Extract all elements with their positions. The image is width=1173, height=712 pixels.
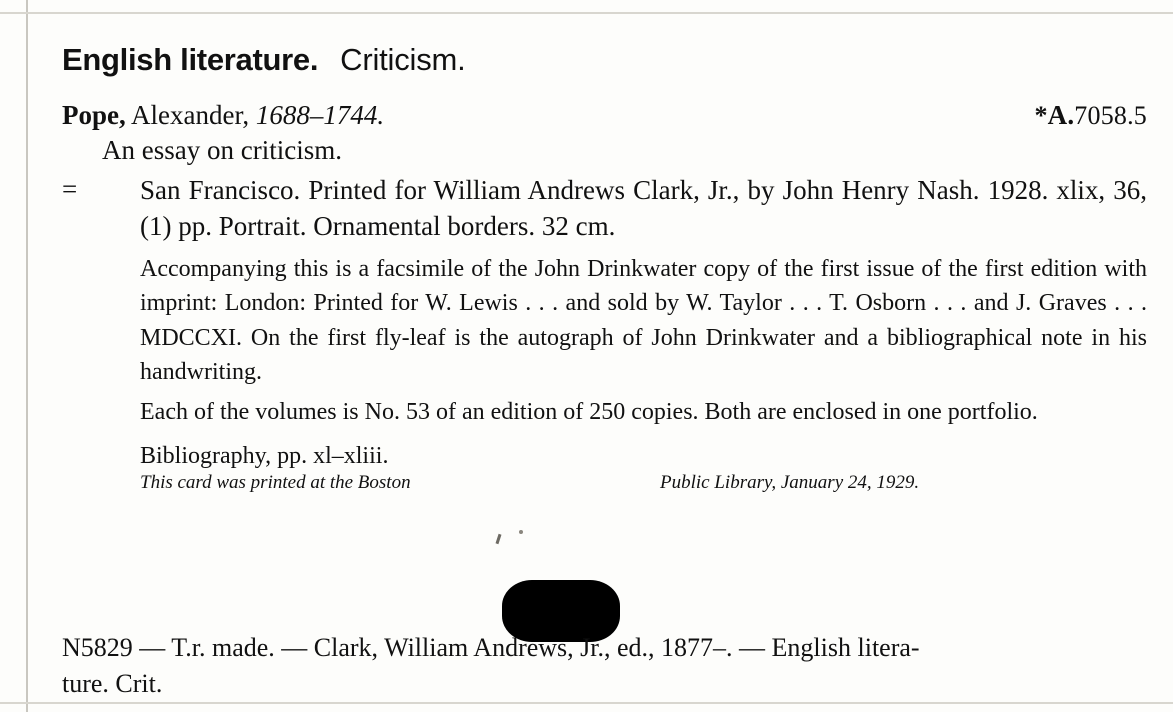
card-bottom-edge bbox=[0, 702, 1173, 704]
author-forename: Alexander, bbox=[131, 100, 250, 130]
call-number-alpha: A. bbox=[1047, 100, 1075, 130]
imprint-text: San Francisco. Printed for William Andrews Clark, Jr., by John Henry Nash. 1928. xlix, 36, (1) pp. Portrait. Ornamental borders. 32 cm. bbox=[140, 175, 1147, 242]
note-bibliography: Bibliography, pp. xl–xliii. bbox=[140, 442, 389, 469]
author-surname: Pope, bbox=[62, 100, 126, 130]
printing-credit-right: Public Library, January 24, 1929. bbox=[660, 471, 920, 493]
printing-credit-left: This card was printed at the Boston bbox=[140, 471, 411, 493]
tracings-line-1: N5829 — T.r. made. — Clark, William Andrews, Jr., ed., 1877–. — English litera- bbox=[62, 633, 920, 662]
call-number bbox=[1034, 100, 1147, 131]
imprint-statement bbox=[62, 172, 1147, 244]
tracings-line-2: ture. Crit. bbox=[62, 668, 163, 698]
tracings bbox=[62, 630, 1157, 702]
continuation-dash: = bbox=[62, 174, 77, 204]
card-left-edge bbox=[26, 0, 28, 712]
paper-speck bbox=[496, 534, 502, 544]
title-statement: An essay on criticism. bbox=[102, 135, 342, 165]
call-number-digits: 7058.5 bbox=[1074, 101, 1147, 130]
paper-speck-dot bbox=[519, 530, 523, 534]
subject-heading bbox=[62, 42, 1147, 78]
subject-heading-main: English literature. bbox=[62, 42, 319, 77]
author-dates: 1688–1744. bbox=[255, 100, 385, 130]
card-content bbox=[62, 42, 1147, 498]
author-statement bbox=[62, 100, 1147, 131]
subject-heading-subdivision: Criticism. bbox=[340, 42, 466, 77]
note-accompanying: Accompanying this is a facsimile of the John Drinkwater copy of the first issue of the first edition with imprint: London: Printed for W. Lewis . . . and sold by W. Taylor . . . T. Osborn . . . and J. Graves . . . MDCCXI. On the first fly-leaf is the autograph of John Drinkwater and a bibliographical note in his handwriting. bbox=[140, 256, 1147, 385]
printing-credit bbox=[62, 472, 1147, 498]
call-number-star: * bbox=[1034, 101, 1048, 130]
note-edition: Each of the volumes is No. 53 of an edition of 250 copies. Both are enclosed in one portfolio. bbox=[140, 398, 1038, 425]
card-top-edge bbox=[0, 12, 1173, 14]
